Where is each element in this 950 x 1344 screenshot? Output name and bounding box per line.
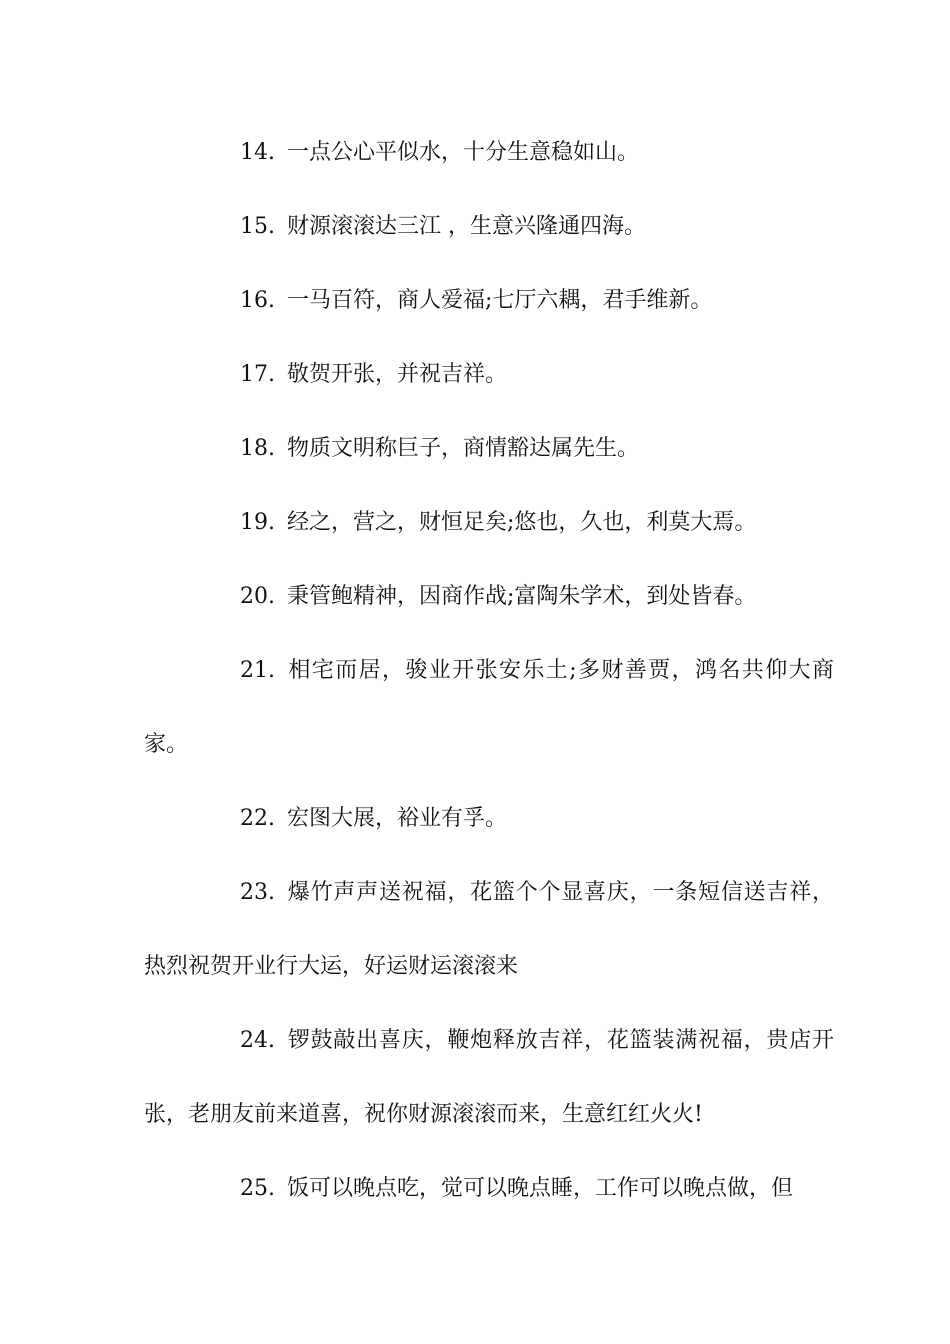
paragraph-20 [144,560,834,634]
paragraph-number: 21. [240,658,275,683]
paragraph-24 [144,1004,834,1152]
paragraph-text: 饭可以晚点吃，觉可以晚点睡，工作可以晚点做，但 [287,1176,794,1201]
paragraph-number: 18. [240,436,275,461]
paragraph-number: 15. [240,214,275,239]
paragraph-text: 秉管鲍精神，因商作战;富陶朱学术，到处皆春。 [287,584,757,609]
paragraph-text: 锣鼓敲出喜庆，鞭炮释放吉祥，花篮装满祝福，贵店开张，老朋友前来道喜，祝你财源滚滚而来，生意红红火火! [144,1028,834,1127]
paragraph-text: 一马百符，商人爱福;七厅六耦，君手维新。 [287,288,713,313]
paragraph-text: 宏图大展，裕业有孚。 [287,806,508,831]
paragraph-22 [144,782,834,856]
paragraph-number: 20. [240,584,275,609]
paragraph-21 [144,634,834,782]
paragraph-16 [144,264,834,338]
paragraph-18 [144,412,834,486]
paragraph-25 [144,1152,834,1226]
paragraph-number: 19. [240,510,275,535]
paragraph-number: 14. [240,140,275,165]
paragraph-text: 爆竹声声送祝福，花篮个个显喜庆，一条短信送吉祥，热烈祝贺开业行大运，好运财运滚滚来 [144,880,834,979]
paragraph-text: 敬贺开张，并祝吉祥。 [287,362,508,387]
paragraph-19 [144,486,834,560]
paragraph-15 [144,190,834,264]
paragraph-text: 一点公心平似水，十分生意稳如山。 [287,140,640,165]
paragraph-number: 17. [240,362,275,387]
paragraph-number: 16. [240,288,275,313]
paragraph-text: 物质文明称巨子，商情豁达属先生。 [287,436,640,461]
document-body [144,116,834,1226]
paragraph-14 [144,116,834,190]
paragraph-number: 22. [240,806,275,831]
paragraph-17 [144,338,834,412]
paragraph-number: 25. [240,1176,275,1201]
paragraph-text: 经之，营之，财恒足矣;悠也，久也，利莫大焉。 [287,510,757,535]
paragraph-number: 23. [240,880,275,905]
paragraph-text: 财源滚滚达三江 ，生意兴隆通四海。 [287,214,646,239]
paragraph-23 [144,856,834,1004]
paragraph-number: 24. [240,1028,275,1053]
paragraph-text: 相宅而居，骏业开张安乐土;多财善贾，鸿名共仰大商家。 [144,658,834,757]
